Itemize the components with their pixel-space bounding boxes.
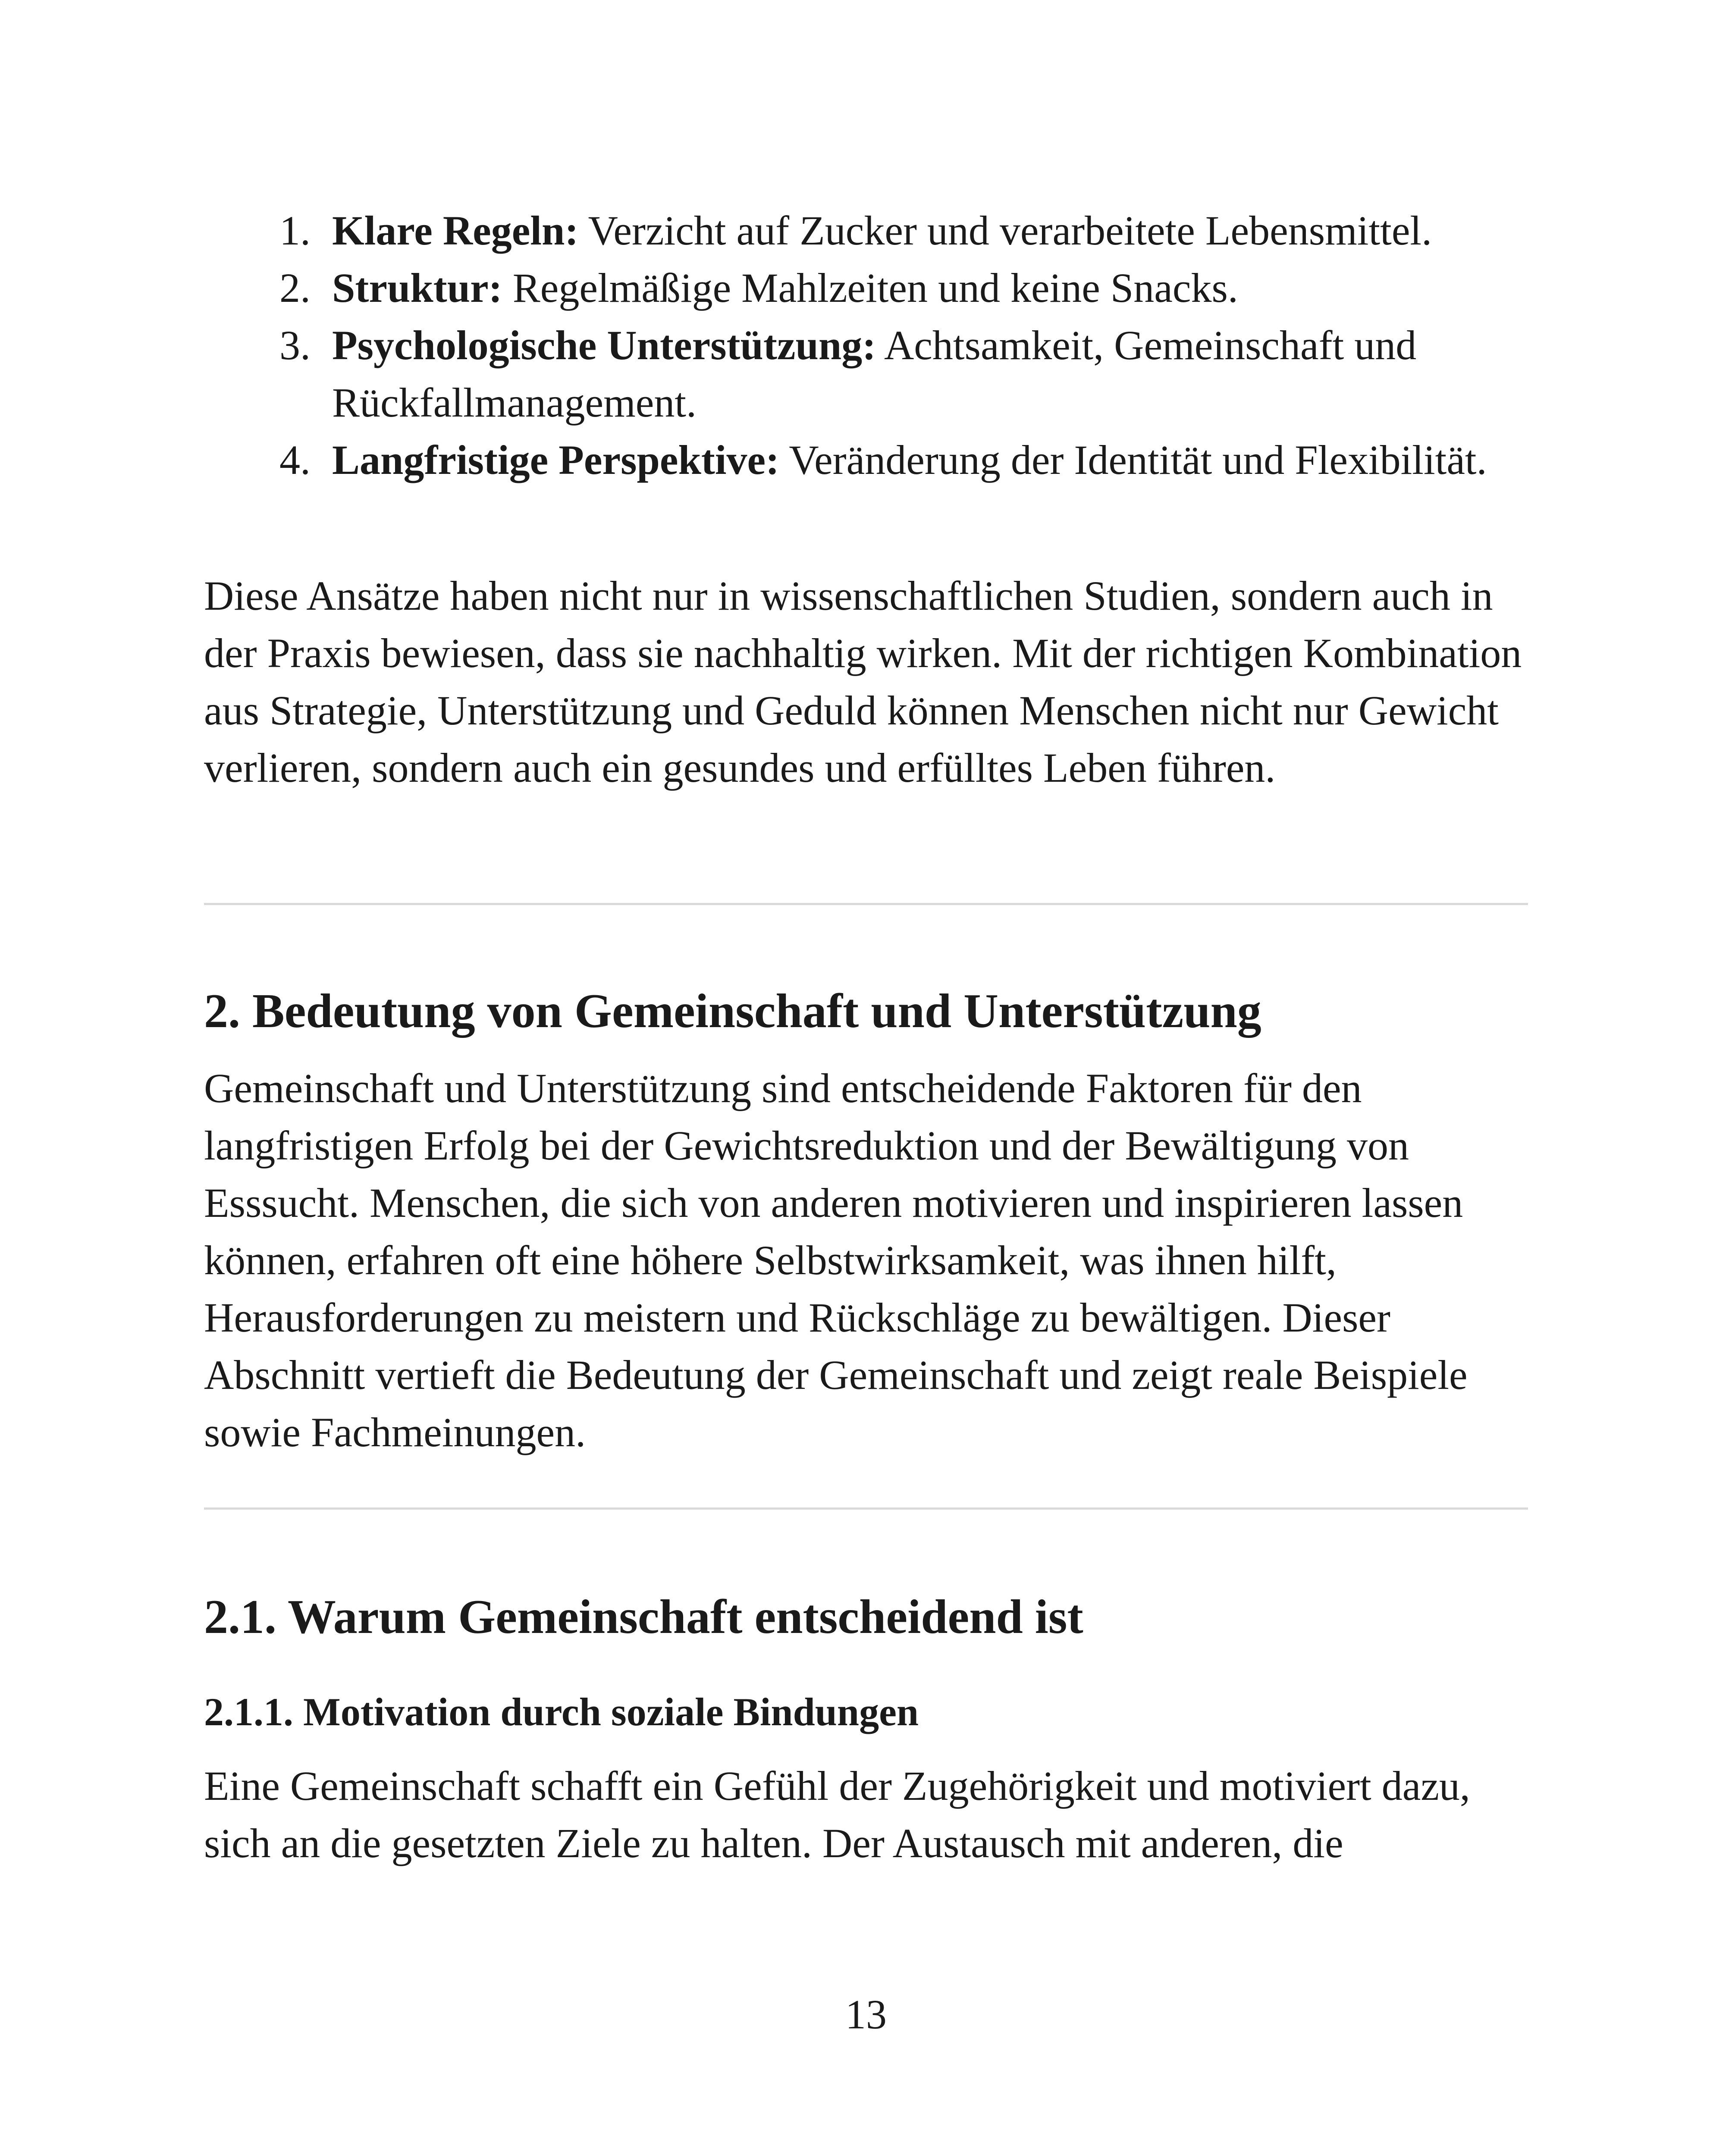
list-item-term: Psychologische Unterstützung:	[332, 322, 876, 368]
list-item	[204, 431, 1528, 489]
list-item-text: Regelmäßige Mahlzeiten und keine Snacks.	[512, 265, 1238, 311]
list-item-number: 1.	[279, 207, 311, 254]
section-divider	[204, 1507, 1528, 1510]
intro-paragraph: Diese Ansätze haben nicht nur in wissenschaftlichen Studien, sondern auch in der Praxis bewiesen, dass sie nachhaltig wirken. Mit der richtigen Kombination aus Strategie, Unterstützung und Geduld können Menschen nicht nur Gewicht verlieren, sondern auch ein gesundes und erfülltes Leben führen.	[204, 573, 1522, 791]
section-paragraph: Gemeinschaft und Unterstützung sind entscheidende Faktoren für den langfristigen Erfolg bei der Gewichtsreduktion und der Bewältigung von Esssucht. Menschen, die sich von anderen motivieren und inspirieren lassen können, erfahren oft eine höhere Selbstwirksamkeit, was ihnen hilft, Herausforderungen zu meistern und Rückschläge zu bewältigen. Dieser Abschnitt vertieft die Bedeutung der Gemeinschaft und zeigt reale Beispiele sowie Fachmeinungen.	[204, 1065, 1468, 1455]
list-item-number: 4.	[279, 437, 311, 483]
numbered-list	[204, 202, 1528, 489]
list-item-text: Verzicht auf Zucker und verarbeitete Lebensmittel.	[588, 207, 1432, 254]
section-divider	[204, 903, 1528, 905]
list-item-number: 2.	[279, 265, 311, 311]
list-item-term: Langfristige Perspektive:	[332, 437, 780, 483]
list-item	[204, 317, 1528, 431]
subsection-paragraph: Eine Gemeinschaft schafft ein Gefühl der Zugehörigkeit und motiviert dazu, sich an die gesetzten Ziele zu halten. Der Austausch mit anderen, die	[204, 1763, 1470, 1866]
subsection-heading: 2.1. Warum Gemeinschaft entscheidend ist	[204, 1590, 1083, 1644]
section-heading: 2. Bedeutung von Gemeinschaft und Unterstützung	[204, 984, 1261, 1038]
list-item-term: Klare Regeln:	[332, 207, 579, 254]
list-item	[204, 259, 1528, 317]
list-item-text: Veränderung der Identität und Flexibilität.	[789, 437, 1487, 483]
list-item-text: Achtsamkeit, Gemeinschaft und Rückfallmanagement.	[332, 322, 1417, 426]
page-number: 13	[845, 1991, 887, 2037]
list-item-term: Struktur:	[332, 265, 502, 311]
list-item	[204, 202, 1528, 259]
list-item-number: 3.	[279, 322, 311, 368]
sub-subsection-heading: 2.1.1. Motivation durch soziale Bindungen	[204, 1690, 919, 1734]
